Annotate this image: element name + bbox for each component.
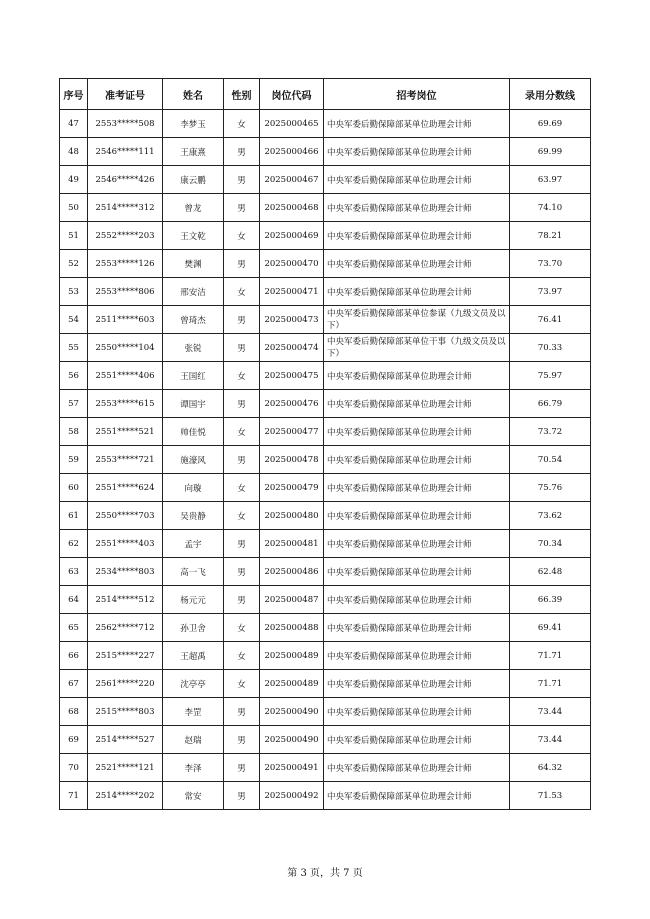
cell-gender: 男 <box>224 138 260 166</box>
cell-post-code: 2025000475 <box>260 362 324 390</box>
cell-post-code: 2025000489 <box>260 642 324 670</box>
cell-seq: 60 <box>60 474 88 502</box>
cell-ticket: 2551*****406 <box>88 362 163 390</box>
cell-seq: 68 <box>60 698 88 726</box>
cell-score: 73.72 <box>510 418 591 446</box>
table-row <box>60 446 591 474</box>
cell-ticket: 2561*****220 <box>88 670 163 698</box>
table-row <box>60 586 591 614</box>
cell-name: 施濠风 <box>163 446 224 474</box>
cell-score: 73.62 <box>510 502 591 530</box>
table-row <box>60 670 591 698</box>
cell-post: 中央军委后勤保障部某单位助理会计师 <box>324 698 510 726</box>
cell-ticket: 2511*****603 <box>88 306 163 334</box>
cell-post: 中央军委后勤保障部某单位助理会计师 <box>324 782 510 810</box>
cell-score: 71.71 <box>510 670 591 698</box>
cell-score: 75.76 <box>510 474 591 502</box>
cell-ticket: 2546*****111 <box>88 138 163 166</box>
cell-gender: 男 <box>224 446 260 474</box>
table-row <box>60 614 591 642</box>
cell-post-code: 2025000487 <box>260 586 324 614</box>
table-row <box>60 334 591 362</box>
cell-ticket: 2551*****624 <box>88 474 163 502</box>
cell-name: 张锐 <box>163 334 224 362</box>
table-row <box>60 138 591 166</box>
cell-post-code: 2025000479 <box>260 474 324 502</box>
cell-score: 70.54 <box>510 446 591 474</box>
cell-gender: 男 <box>224 194 260 222</box>
cell-score: 71.53 <box>510 782 591 810</box>
cell-ticket: 2546*****426 <box>88 166 163 194</box>
cell-score: 69.99 <box>510 138 591 166</box>
table-row <box>60 194 591 222</box>
cell-post: 中央军委后勤保障部某单位助理会计师 <box>324 558 510 586</box>
table-header <box>60 79 591 110</box>
cell-post: 中央军委后勤保障部某单位参谋（九级文员及以下） <box>324 306 510 334</box>
table-row <box>60 558 591 586</box>
cell-name: 王国红 <box>163 362 224 390</box>
cell-post-code: 2025000465 <box>260 110 324 138</box>
cell-gender: 女 <box>224 278 260 306</box>
cell-seq: 62 <box>60 530 88 558</box>
cell-score: 66.79 <box>510 390 591 418</box>
cell-seq: 49 <box>60 166 88 194</box>
cell-seq: 50 <box>60 194 88 222</box>
cell-gender: 女 <box>224 222 260 250</box>
cell-name: 孟宇 <box>163 530 224 558</box>
table-row <box>60 726 591 754</box>
cell-ticket: 2534*****803 <box>88 558 163 586</box>
cell-seq: 64 <box>60 586 88 614</box>
cell-score: 74.10 <box>510 194 591 222</box>
col-header-seq: 序号 <box>60 79 88 110</box>
cell-post: 中央军委后勤保障部某单位助理会计师 <box>324 194 510 222</box>
col-header-ticket: 准考证号 <box>88 79 163 110</box>
cell-score: 64.32 <box>510 754 591 782</box>
table-row <box>60 474 591 502</box>
cell-seq: 54 <box>60 306 88 334</box>
table-row <box>60 418 591 446</box>
cell-ticket: 2552*****203 <box>88 222 163 250</box>
cell-post: 中央军委后勤保障部某单位助理会计师 <box>324 586 510 614</box>
cell-post-code: 2025000469 <box>260 222 324 250</box>
cell-name: 李泽 <box>163 754 224 782</box>
cell-gender: 女 <box>224 614 260 642</box>
cell-ticket: 2551*****403 <box>88 530 163 558</box>
table-row <box>60 306 591 334</box>
cell-name: 向璇 <box>163 474 224 502</box>
cell-score: 63.97 <box>510 166 591 194</box>
cell-post-code: 2025000473 <box>260 306 324 334</box>
cell-post: 中央军委后勤保障部某单位助理会计师 <box>324 642 510 670</box>
cell-ticket: 2550*****104 <box>88 334 163 362</box>
cell-post: 中央军委后勤保障部某单位助理会计师 <box>324 166 510 194</box>
cell-ticket: 2514*****312 <box>88 194 163 222</box>
cell-post: 中央军委后勤保障部某单位助理会计师 <box>324 446 510 474</box>
header-row <box>60 79 591 110</box>
cell-post-code: 2025000492 <box>260 782 324 810</box>
cell-name: 高一飞 <box>163 558 224 586</box>
cell-seq: 71 <box>60 782 88 810</box>
col-header-gender: 性别 <box>224 79 260 110</box>
cell-post: 中央军委后勤保障部某单位助理会计师 <box>324 726 510 754</box>
cell-score: 71.71 <box>510 642 591 670</box>
cell-name: 李梦玉 <box>163 110 224 138</box>
cell-name: 赵瑞 <box>163 726 224 754</box>
cell-gender: 女 <box>224 642 260 670</box>
cell-post: 中央军委后勤保障部某单位助理会计师 <box>324 390 510 418</box>
cell-seq: 69 <box>60 726 88 754</box>
cell-name: 李罡 <box>163 698 224 726</box>
cell-post: 中央军委后勤保障部某单位助理会计师 <box>324 362 510 390</box>
cell-ticket: 2521*****121 <box>88 754 163 782</box>
cell-score: 76.41 <box>510 306 591 334</box>
table-row <box>60 530 591 558</box>
cell-gender: 男 <box>224 782 260 810</box>
cell-score: 69.41 <box>510 614 591 642</box>
cell-post-code: 2025000471 <box>260 278 324 306</box>
cell-post: 中央军委后勤保障部某单位助理会计师 <box>324 222 510 250</box>
table-row <box>60 698 591 726</box>
cell-score: 73.44 <box>510 726 591 754</box>
cell-gender: 男 <box>224 586 260 614</box>
cell-seq: 61 <box>60 502 88 530</box>
cell-name: 吴贵静 <box>163 502 224 530</box>
cell-ticket: 2553*****126 <box>88 250 163 278</box>
cell-seq: 58 <box>60 418 88 446</box>
col-header-score: 录用分数线 <box>510 79 591 110</box>
table-row <box>60 390 591 418</box>
cell-seq: 47 <box>60 110 88 138</box>
cell-post: 中央军委后勤保障部某单位助理会计师 <box>324 614 510 642</box>
cell-post-code: 2025000481 <box>260 530 324 558</box>
cell-name: 曾龙 <box>163 194 224 222</box>
cell-post-code: 2025000490 <box>260 698 324 726</box>
table-row <box>60 782 591 810</box>
col-header-post: 招考岗位 <box>324 79 510 110</box>
cell-seq: 67 <box>60 670 88 698</box>
cell-score: 70.34 <box>510 530 591 558</box>
cell-gender: 女 <box>224 418 260 446</box>
cell-name: 杨元元 <box>163 586 224 614</box>
cell-name: 康云鹏 <box>163 166 224 194</box>
cell-score: 73.44 <box>510 698 591 726</box>
cell-post: 中央军委后勤保障部某单位助理会计师 <box>324 250 510 278</box>
cell-gender: 女 <box>224 110 260 138</box>
cell-score: 73.70 <box>510 250 591 278</box>
cell-ticket: 2514*****202 <box>88 782 163 810</box>
table-row <box>60 278 591 306</box>
cell-name: 王文乾 <box>163 222 224 250</box>
cell-ticket: 2515*****803 <box>88 698 163 726</box>
cell-score: 75.97 <box>510 362 591 390</box>
cell-post: 中央军委后勤保障部某单位助理会计师 <box>324 418 510 446</box>
cell-post-code: 2025000489 <box>260 670 324 698</box>
cell-seq: 48 <box>60 138 88 166</box>
cell-seq: 51 <box>60 222 88 250</box>
cell-seq: 70 <box>60 754 88 782</box>
cell-gender: 女 <box>224 362 260 390</box>
cell-post: 中央军委后勤保障部某单位助理会计师 <box>324 474 510 502</box>
table-row <box>60 502 591 530</box>
roster-table <box>59 78 591 810</box>
cell-post-code: 2025000480 <box>260 502 324 530</box>
cell-score: 78.21 <box>510 222 591 250</box>
cell-post-code: 2025000477 <box>260 418 324 446</box>
cell-post-code: 2025000488 <box>260 614 324 642</box>
table-row <box>60 362 591 390</box>
cell-gender: 男 <box>224 726 260 754</box>
table-row <box>60 250 591 278</box>
cell-gender: 男 <box>224 166 260 194</box>
cell-score: 70.33 <box>510 334 591 362</box>
cell-name: 王超禹 <box>163 642 224 670</box>
cell-name: 孙卫舍 <box>163 614 224 642</box>
cell-name: 常安 <box>163 782 224 810</box>
cell-gender: 男 <box>224 754 260 782</box>
cell-name: 沈亭亭 <box>163 670 224 698</box>
cell-post: 中央军委后勤保障部某单位助理会计师 <box>324 754 510 782</box>
col-header-name: 姓名 <box>163 79 224 110</box>
cell-ticket: 2515*****227 <box>88 642 163 670</box>
cell-gender: 男 <box>224 306 260 334</box>
cell-seq: 63 <box>60 558 88 586</box>
cell-post-code: 2025000467 <box>260 166 324 194</box>
table-row <box>60 166 591 194</box>
table-body <box>60 110 591 810</box>
cell-seq: 59 <box>60 446 88 474</box>
cell-seq: 57 <box>60 390 88 418</box>
cell-score: 66.39 <box>510 586 591 614</box>
cell-post-code: 2025000466 <box>260 138 324 166</box>
cell-seq: 56 <box>60 362 88 390</box>
cell-ticket: 2553*****806 <box>88 278 163 306</box>
cell-name: 王康熹 <box>163 138 224 166</box>
cell-name: 樊渊 <box>163 250 224 278</box>
cell-seq: 53 <box>60 278 88 306</box>
cell-post: 中央军委后勤保障部某单位助理会计师 <box>324 138 510 166</box>
cell-post-code: 2025000476 <box>260 390 324 418</box>
cell-ticket: 2562*****712 <box>88 614 163 642</box>
cell-gender: 女 <box>224 670 260 698</box>
cell-post-code: 2025000486 <box>260 558 324 586</box>
col-header-post-code: 岗位代码 <box>260 79 324 110</box>
table-row <box>60 110 591 138</box>
cell-post-code: 2025000474 <box>260 334 324 362</box>
cell-ticket: 2551*****521 <box>88 418 163 446</box>
cell-gender: 男 <box>224 558 260 586</box>
cell-gender: 男 <box>224 250 260 278</box>
cell-post: 中央军委后勤保障部某单位助理会计师 <box>324 110 510 138</box>
cell-gender: 女 <box>224 502 260 530</box>
cell-score: 62.48 <box>510 558 591 586</box>
page-footer: 第 3 页，共 7 页 <box>287 868 363 879</box>
cell-score: 69.69 <box>510 110 591 138</box>
cell-seq: 55 <box>60 334 88 362</box>
cell-ticket: 2514*****512 <box>88 586 163 614</box>
cell-gender: 男 <box>224 390 260 418</box>
cell-gender: 男 <box>224 334 260 362</box>
cell-name: 谭国宇 <box>163 390 224 418</box>
cell-seq: 66 <box>60 642 88 670</box>
cell-post: 中央军委后勤保障部某单位助理会计师 <box>324 670 510 698</box>
cell-ticket: 2553*****508 <box>88 110 163 138</box>
cell-post-code: 2025000478 <box>260 446 324 474</box>
table-row <box>60 754 591 782</box>
cell-gender: 女 <box>224 474 260 502</box>
cell-ticket: 2553*****721 <box>88 446 163 474</box>
results-sheet <box>59 78 591 810</box>
cell-score: 73.97 <box>510 278 591 306</box>
cell-gender: 男 <box>224 530 260 558</box>
cell-gender: 男 <box>224 698 260 726</box>
cell-seq: 52 <box>60 250 88 278</box>
cell-post: 中央军委后勤保障部某单位助理会计师 <box>324 502 510 530</box>
cell-post-code: 2025000468 <box>260 194 324 222</box>
table-row <box>60 642 591 670</box>
cell-post: 中央军委后勤保障部某单位助理会计师 <box>324 278 510 306</box>
cell-name: 邢安洁 <box>163 278 224 306</box>
cell-post: 中央军委后勤保障部某单位干事（九级文员及以下） <box>324 334 510 362</box>
cell-post: 中央军委后勤保障部某单位助理会计师 <box>324 530 510 558</box>
cell-ticket: 2553*****615 <box>88 390 163 418</box>
cell-post-code: 2025000490 <box>260 726 324 754</box>
cell-post-code: 2025000491 <box>260 754 324 782</box>
cell-ticket: 2550*****703 <box>88 502 163 530</box>
cell-seq: 65 <box>60 614 88 642</box>
cell-ticket: 2514*****527 <box>88 726 163 754</box>
table-row <box>60 222 591 250</box>
cell-post-code: 2025000470 <box>260 250 324 278</box>
cell-name: 帅佳悦 <box>163 418 224 446</box>
cell-name: 曾琦杰 <box>163 306 224 334</box>
